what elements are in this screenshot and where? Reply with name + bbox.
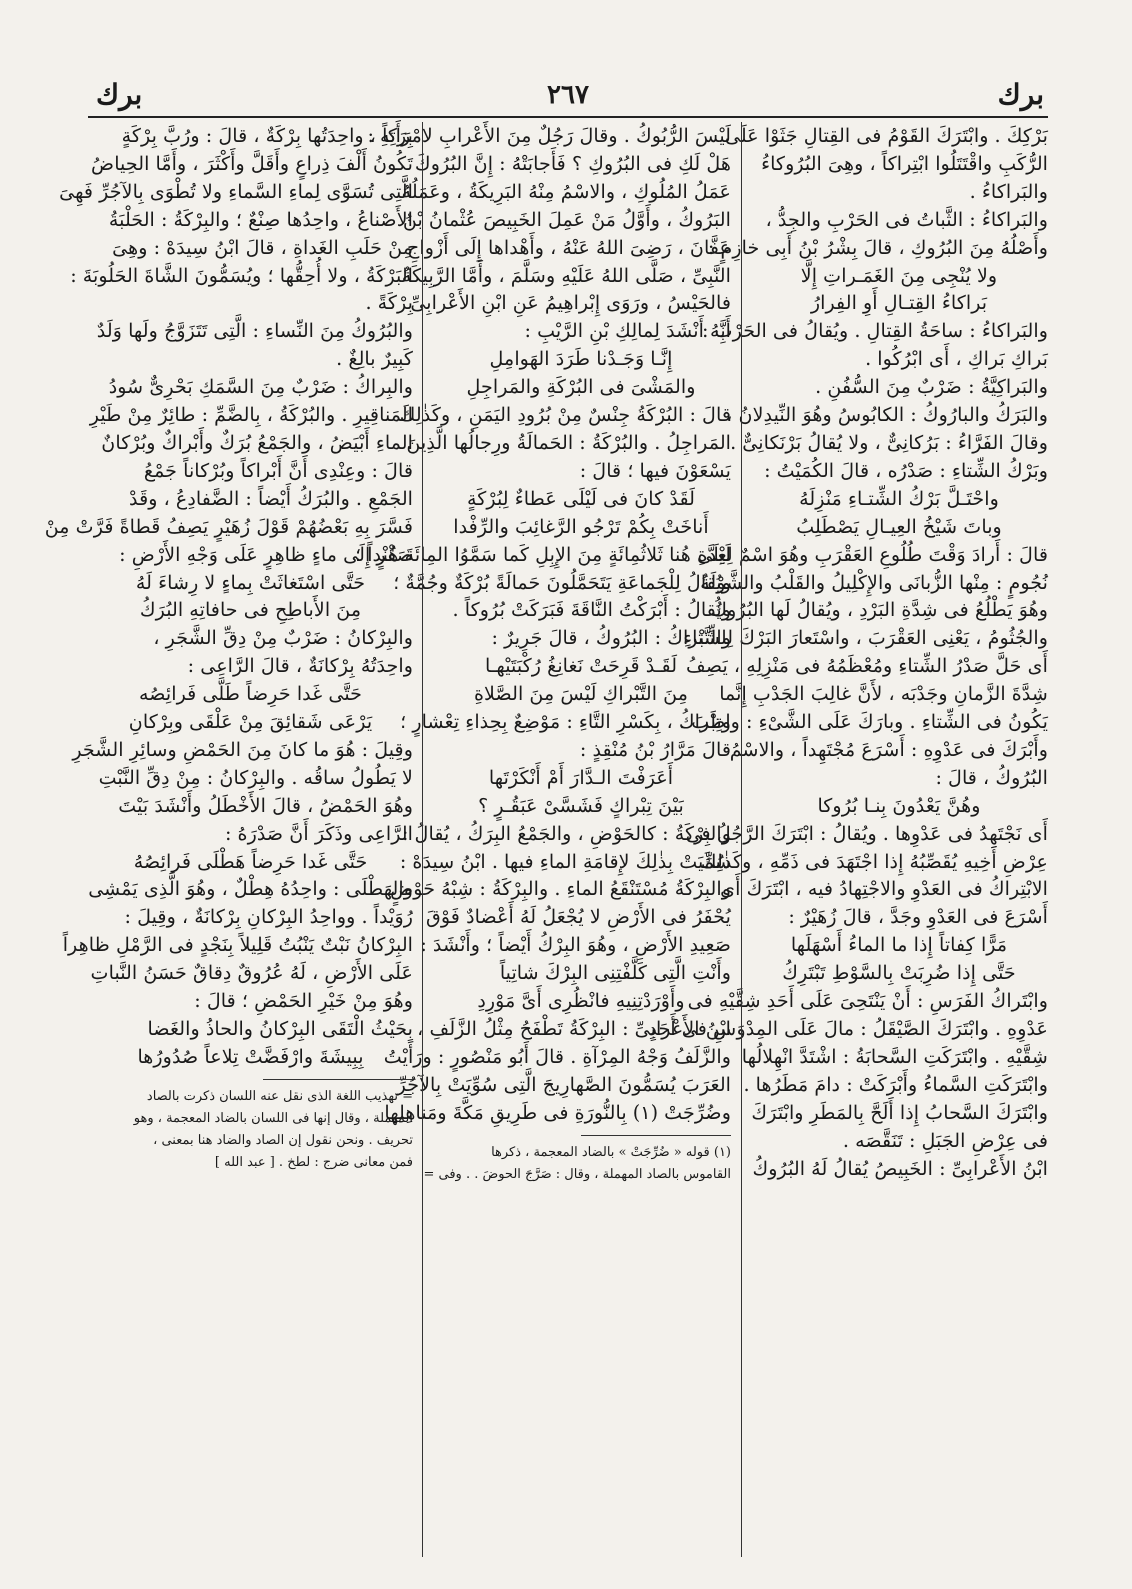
- text-line: فَسَّرَ بِهِ بَعْضُهُمْ قَوْلَ زُهَيْرٍ يَصِفُ قَطاةً فَرَّتْ مِنْ: [44, 514, 413, 538]
- verse-line: وهُنَّ يَعْدُونَ بِنـا بُرُوكا: [817, 793, 981, 817]
- text-line: قالَ : أَرادَ وَقْتَ طُلُوعِ العَقْرَبِ وهُوَ اسْمٌ لِعِدَّةِ: [697, 542, 1048, 566]
- text-line: وضُرِّجَتْ (١) بِالنُّورَةِ فى طَرِيقِ مَكَّةَ ومَناهِلِها: [384, 1100, 731, 1124]
- text-line: الرُّكَبِ واقْتَتَلُوا ابْتِراكاً ، وهِىَ البُرُوكاءُ: [761, 151, 1048, 175]
- footnote-rule: [581, 1135, 731, 1136]
- footnote-line: فمن معانى ضرج : لطخ . [ عبد الله ]: [214, 1154, 413, 1170]
- verse-line: وأَوْرَدْتِنِيهِ فانْظُرِى أَىَّ مَوْرِدِ: [477, 989, 685, 1013]
- text-line: وأَنْتِ الَّتِى كَلَّفْتِنِى البِرْكَ شاتِياً: [499, 961, 731, 985]
- footnote-rule: [263, 1079, 413, 1080]
- text-line: والبَراكاءُ : ساحَةُ القِتالِ . ويُقالُ فى الحَرْبِ :: [702, 319, 1048, 343]
- text-line: والجُثُومُ ، يَعْنِى العَقْرَبَ ، واسْتَعارَ البَرْكَ لِلشِّتاءِ: [683, 626, 1048, 650]
- text-line: البِرْكانُ نَبْتٌ يَنْبُتُ قَلِيلاً بِنَجْدٍ فى الرَّمْلِ ظاهِراً: [62, 933, 413, 957]
- text-line: ابْنُ الأَعْرابِىِّ : الخَبِيصُ يُقالُ لَهُ البُرُوكُ: [752, 1156, 1048, 1180]
- text-line: عَفَّانَ ، رَضِىَ اللهُ عَنْهُ ، وأَهْداها إِلَى أَزْواجِ: [407, 235, 731, 259]
- text-line: والبَرَكُ والبارُوكُ : الكابُوسُ وهُوَ النِّيدِلانُ ،: [726, 403, 1048, 427]
- verse-line: مَرًّا كِفاتاً إِذا ما الماءُ أَسْهَلَها: [790, 933, 1008, 957]
- page-number: ٢٦٧: [547, 80, 589, 110]
- text-line: عَدْوِهِ . وابْتَرَكَ الصَّيْقَلُ : مالَ عَلَى المِدْوَسِ فى أَحَدِ: [648, 1017, 1048, 1040]
- text-columns: [44, 122, 1048, 1557]
- text-line: قالَ مَرَّارُ بْنُ مُنْقِذٍ :: [579, 737, 731, 761]
- text-line: والزَّلَفُ وَجْهُ المِرْآةِ . قالَ أَبُو مَنْصُورٍ : ورَأَيْتُ: [383, 1044, 731, 1068]
- text-line: ويُقالُ : أَبْرَكْتُ النَّاقَةَ فَبَرَكَتْ بُرُوكاً .: [452, 598, 731, 622]
- column-left: [44, 122, 413, 1552]
- verse-line: حَتَّى غَدا حَرِضاً هَطْلَى فَرائِصُهُ: [133, 849, 368, 873]
- text-line: بَرْكِكَ . وابْتَرَكَ القَوْمُ فى القِتالِ جَثَوْا عَلَى: [724, 124, 1048, 147]
- header-right-word: برك: [997, 78, 1044, 111]
- verse-line: حَتَّى غَدا حَرِضاً طَلَّى فَرائِصُه: [138, 682, 363, 706]
- verse-line: إِنَّـا وَجَـدْنا طَرَدَ الهَوامِلِ: [489, 347, 673, 371]
- text-line: واحِدَتُهُ بِرْكانَةٌ ، قالَ الرَّاعِى :: [187, 654, 413, 678]
- text-line: الرَّاعِى وذَكَرَ أَنَّ صَدْرَهُ :: [224, 821, 413, 845]
- text-line: والبِرْكانُ : ضَرْبٌ مِنْ دِقِّ الشَّجَرِ ،: [153, 626, 413, 650]
- column-divider: [422, 122, 423, 1557]
- footnote-line: (١) قوله « ضُرِّجَتْ » بالضاد المعجمة ، ذكرها: [491, 1144, 731, 1160]
- verse-line: ولا يُنْجِى مِنَ الغَمَـراتِ إِلَّا: [800, 263, 998, 287]
- text-line: بَراكِ بَراكِ ، أَى ابْرُكُوا .: [865, 347, 1048, 371]
- text-line: لَيْلَى هُنا ثَلاثُمِائَةٍ مِنَ الإِبِلِ كَما سَمَّوُا المِائَةَ هُنْداً ؛: [355, 542, 731, 566]
- header-rule: [88, 116, 1048, 118]
- verse-line: يَرْعَى شَقائِقَ مِنْ عَلْقَى وبِرْكانِ: [128, 710, 373, 734]
- text-line: الَّتِى تُسَوَّى لِماءِ السَّماءِ ولا تُطْوَى بِالآجُرِّ فَهِىَ: [59, 179, 413, 203]
- footnote-line: = تهذيب اللغة الذى نقل عنه اللسان ذكرت بالصاد: [146, 1088, 413, 1104]
- verse-line: بَراكاءُ القِتـالِ أَوِ الفِرارُ: [810, 291, 988, 315]
- text-line: صَعِيدِ الأَرْضِ ، وهُوَ البِرْكُ أَيْضاً ؛ وأَنْشَدَ :: [420, 933, 731, 957]
- text-line: والتَّبْراكُ : البُرُوكُ ، قالَ جَرِيرٌ :: [491, 626, 731, 650]
- page-header: [88, 78, 1048, 112]
- text-line: بِرْكَةً .: [365, 291, 413, 315]
- text-line: النَّبِىِّ ، صَلَّى اللهُ عَلَيْهِ وسَلَّمَ ، وأَمَّا الرَّبِيكَةُ: [401, 263, 731, 287]
- text-line: وقِيلَ : هُوَ ما كانَ مِنَ الحَمْضِ وسائِرِ الشَّجَرِ: [72, 737, 413, 761]
- text-line: قالَ : البُرْكَةُ جِنْسٌ مِنْ بُرُودِ اليَمَنِ ، وكَذٰلِكَ: [399, 403, 731, 427]
- text-line: قالَ : وعِنْدِى أَنَّ أَبْراكاً وبُرْكاناً جَمْعُ: [143, 458, 413, 482]
- text-line: فى عِرْضِ الجَبَلِ : تَنَقَّصَه .: [842, 1128, 1048, 1152]
- verse-line: لَقَدْ كانَ فى لَيْلَى عَطاءٌ لِبُرْكَةٍ: [466, 486, 696, 510]
- text-line: يُحْفَرُ فى الأَرْضِ لا يُجْعَلُ لَهُ أَعْضادٌ فَوْقَ: [426, 905, 731, 929]
- verse-line: ابْنُ الأَعْرابِىِّ : البِرْكَةُ تَطْفَحُ مِثْلُ الزَّلَفِ ،: [417, 1017, 731, 1040]
- text-line: وأَبْرَكَ فى عَدْوِهِ : أَسْرَعَ مُجْتَهِداً ، والاسْمُ: [729, 737, 1048, 761]
- text-line: تَكُونُ أَلْفَ ذِراعٍ وأَقَلَّ وأَكْثَرَ ، وأَمَّا الحِياضُ: [91, 151, 413, 175]
- text-line: وهُوَ الحَمْضُ ، قالَ الأَخْطَلُ وأَنْشَدَ بَيْتَ: [118, 793, 413, 817]
- text-line: وابْتَراكُ الفَرَسِ : أَنْ يَنْتَحِىَ عَلَى أَحَدِ شِقَّيْهِ فى: [687, 989, 1048, 1013]
- text-line: البُرُوكُ ، قالَ :: [935, 765, 1048, 789]
- verse-line: واحْتَـلَّ بَرْكُ الشِّتـاءِ مَنْزِلَهُ: [799, 486, 999, 510]
- text-line: أَى حَلَّ صَدْرُ الشِّتاءِ ومُعْظَمُهُ فى مَنْزِلِهِ ، يَصِفُ: [685, 654, 1048, 678]
- column-divider: [741, 122, 742, 1557]
- text-line: كَبِيرٌ بالِغٌ .: [336, 347, 413, 371]
- text-line: رُوَيْداً . وواحِدُ البِرْكانِ بِرْكانَةٌ ، وقِيلَ :: [124, 905, 413, 929]
- verse-line: مِنَ التَّبْراكِ لَيْسَ مِنَ الصَّلاةِ: [473, 682, 689, 706]
- text-line: شِقَّيْهِ . وابْتَرَكَتِ السَّحابَةُ : اشْتَدَّ انْهِلالُها: [741, 1044, 1048, 1068]
- text-line: والبَراكِيَّةُ : ضَرْبٌ مِنَ السُّفُنِ .: [815, 375, 1048, 399]
- text-line: والبُرُوكُ مِنَ النِّساءِ : الَّتِى تَتَزَوَّجُ ولَها وَلَدٌ: [96, 319, 413, 343]
- verse-line: أَعَرَفْتَ الـدَّارَ أَمْ أَنْكَرْتَها: [488, 765, 674, 789]
- text-line: والبَراكاءُ .: [969, 179, 1048, 203]
- text-line: بِحَيْثُ الْتَقَى البِرْكانُ والحاذُ والغَضا: [147, 1017, 413, 1040]
- text-line: أَسْرَعَ فى العَدْوِ وجَدَّ ، قالَ زُهَيْرٌ :: [788, 905, 1048, 929]
- verse-line: والمَشْىَ فى البُرْكَةِ والمَراجِلِ: [466, 375, 696, 399]
- text-line: العَرَبَ يُسَمُّونَ الصَّهارِيجَ الَّتِى سُوِّيَتْ بِالآجُرِّ: [396, 1072, 731, 1096]
- text-line: وتِبْراكُ ، بِكَسْرِ التَّاءِ : مَوْضِعٌ بِحِذاءِ تِعْشارٍ ؛: [400, 710, 731, 734]
- text-line: فالحَيْسُ ، ورَوَى إِبْراهِيمُ عَنِ ابْنِ الأَعْرابِىِّ: [410, 291, 731, 315]
- text-line: نُجُومٍ : مِنْها الزُّبانَى والإِكْلِيلُ والقَلْبُ والشَّوْلَةُ: [700, 570, 1048, 594]
- text-line: هَلْ لَكِ فى البُرُوكِ ؟ فَأَجابَتْهُ : إِنَّ البُرُوكَ: [414, 151, 731, 175]
- text-line: يَسْعَوْنَ فيها ؛ قالَ :: [579, 458, 731, 482]
- verse-line: بِبِيشَةَ وارْفَضَّتْ تِلاعاً صُدُورُها: [137, 1044, 364, 1068]
- footnote-line: المهملة ، وقال إنها فى اللسان بالضاد المعجمة ، وهو: [133, 1110, 413, 1126]
- text-line: الماءِ أَبْيَضُ ، والجَمْعُ بُرَكٌ وأَبْراكٌ وبُرْكانٌ: [101, 430, 413, 454]
- header-left-word: برك: [96, 78, 143, 111]
- text-line: والبَراكاءُ : الثَّباتُ فى الحَرْبِ والجِدُّ ،: [765, 207, 1048, 231]
- footnote-line: تحريف . ونحن نقول إن الصاد والضاد هنا بمعنى ،: [153, 1132, 413, 1148]
- text-line: صَقْرٍ إِلَى ماءٍ ظاهِرٍ عَلَى وَجْهِ الأَرْضِ :: [119, 542, 413, 566]
- text-line: والبِرْكَةُ : كالحَوْضِ ، والجَمْعُ البِرَكُ ، يُقالُ :: [401, 821, 731, 845]
- text-line: لَيْسَ الرُّبُوكُ . وقالَ رَجُلٌ مِنَ الأَعْرابِ لامْرَأَتِهِ :: [367, 124, 731, 147]
- text-line: عَلَى الأَرْضِ ، لَهُ عُرُوقٌ دِقاقٌ حَسَنُ النَّباتِ: [90, 961, 413, 985]
- text-line: الجَمْعِ . والبُرَكُ أَيْضاً : الضَّفادِعُ ، وقَدْ: [129, 486, 413, 510]
- text-line: وهُوَ مِنْ خَيْرِ الحَمْضِ ؛ قالَ :: [194, 989, 413, 1013]
- text-line: البَرْكَةُ ، ولا أُحِقُّها ؛ ويُسَمُّونَ الشَّاةَ الحَلُوبَةَ :: [70, 263, 413, 287]
- verse-line: أَناخَتْ بِكُمْ تَرْجُو الرَّغائِبَ والرِّفْدا: [453, 514, 709, 538]
- text-line: وابْتَرَكَ السَّحابُ إِذا أَلَحَّ بِالمَطَرِ وابْتَرَكَ: [751, 1100, 1048, 1124]
- text-line: والبِرْكَةُ مُسْتَنْقَعُ الماءِ . والبِرْكَةُ : شِبْهُ حَوْضٍ: [390, 877, 731, 901]
- text-line: وهُوَ يَطْلُعُ فى شِدَّةِ البَرْدِ ، ويُقالُ لَها البُرُوكُ: [711, 598, 1048, 622]
- footnote-line: القاموس بالصاد المهملة ، وقال : صَرَّجَ الحوضَ . . وفى =: [423, 1166, 731, 1182]
- verse-line: حَتَّى اسْتَغاثَتْ بِماءٍ لا رِشاءَ لَهُ: [135, 570, 366, 594]
- text-line: عَمَلُ المُلُوكِ ، والاسْمُ مِنْهُ البَرِيكَةُ ، وعَمَلُهُ: [401, 179, 731, 203]
- text-line: الابْتِراكُ فى العَدْوِ والاجْتِهادُ فيه ، ابْتَرَكَ أَى: [720, 877, 1048, 901]
- text-line: شِدَّةَ الزَّمانِ وجَدْبَه ، لأَنَّ غالِبَ الجَدْبِ إِنَّما: [719, 682, 1048, 706]
- text-line: أَنَّهُ أَنْشَدَ لِمالِكِ بْنِ الرَّيْبِ :: [524, 319, 731, 343]
- text-line: وابْتَرَكَتِ السَّماءُ وأَبْرَكَتْ : دامَ مَطَرُها .: [743, 1072, 1048, 1096]
- text-line: ويُقالُ لِلْجَماعَةِ يَتَحَمَّلُونَ حَمالَةً بُرْكَةٌ وجُمَّةٌ ؛: [393, 570, 731, 594]
- text-line: أَى نَجْتَهِدُ فى عَدْوِها . ويُقالُ : ابْتَرَكَ الرَّجُلُ فى: [685, 821, 1048, 845]
- verse-line: لَقَـدْ قَرِحَتْ نَغانِغُ رُكْبَتَيْهـا: [484, 654, 678, 678]
- text-line: وقالَ الفَرَّاءُ : بَرُكانِىٌّ ، ولا يُقالُ بَرْنَكانِىٌّ .: [730, 430, 1048, 454]
- text-line: بِرَكاً ، واحِدَتُها بِرْكَةٌ ، قالَ : ورُبَّ بِرْكَةٍ: [121, 124, 413, 147]
- verse-line: وباتَ شَيْخُ العِيـالِ يَصْطَلِبُ: [796, 514, 1002, 538]
- verse-line: بَيْنَ تِبْراكٍ فَشَسَّىْ عَبَقُـرٍ ؟: [478, 793, 684, 817]
- verse-line: حَتَّى إِذا ضُرِبَتْ بِالسَّوْطِ تَبْتَرِكُ: [782, 961, 1016, 985]
- text-line: عِرْضِ أَخِيهِ يُقَصِّبُهُ إِذا اجْتَهَدَ فى ذَمِّهِ ، وكَذٰلِكَ: [700, 849, 1048, 873]
- text-line: والبِراكُ : ضَرْبٌ مِنَ السَّمَكِ بَحْرِىٌّ سُودُ: [108, 375, 413, 399]
- text-line: وأَصْلُهُ مِنَ البُرُوكِ ، قالَ بِشْرُ بْنُ أَبِى خازِمٍ :: [707, 235, 1048, 259]
- text-line: الأَصْناعُ ، واحِدُها صِنْعٌ ؛ والبِرْكَةُ : الحَلْبَةُ: [108, 207, 413, 231]
- text-line: المَراجِلُ . والبُرْكَةُ : الحَمالَةُ ورِجالُها الَّذِينَ: [406, 430, 731, 454]
- text-line: سُمِّيَتْ بِذٰلِكَ لإِقامَةِ الماءِ فيها . ابْنُ سِيدَهْ :: [399, 849, 731, 873]
- text-line: والهَطْلَى : واحِدُهُ هِطْلٌ ، وهُوَ الَّذِى يَمْشِى: [88, 877, 413, 901]
- text-line: مِنْ حَلَبِ الغَداةِ ، قالَ ابْنُ سِيدَهْ : وهِىَ: [112, 235, 413, 259]
- text-line: وبَرْكُ الشِّتاءِ : صَدْرُه ، قالَ الكُمَيْتُ :: [764, 458, 1048, 482]
- text-line: لا يَطُولُ ساقُه . والبِرْكانُ : مِنْ دِقِّ النَّبْتِ: [98, 765, 413, 789]
- text-line: يَكُونُ فى الشِّتاءِ . وبارَكَ عَلَى الشَّىْءِ : واظَبَ .: [679, 710, 1048, 734]
- text-line: البَرُوكُ ، وأَوَّلُ مَنْ عَمِلَ الخَبِيصَ عُثْمانُ بْنُ: [402, 207, 731, 231]
- text-line: المَناقِيرِ . والبُرْكَةُ ، بِالضَّمِّ : طائِرٌ مِنْ طَيْرِ: [89, 403, 413, 427]
- verse-line: مِنَ الأَباطِحِ فى حافاتِهِ البُرَكُ: [139, 598, 362, 622]
